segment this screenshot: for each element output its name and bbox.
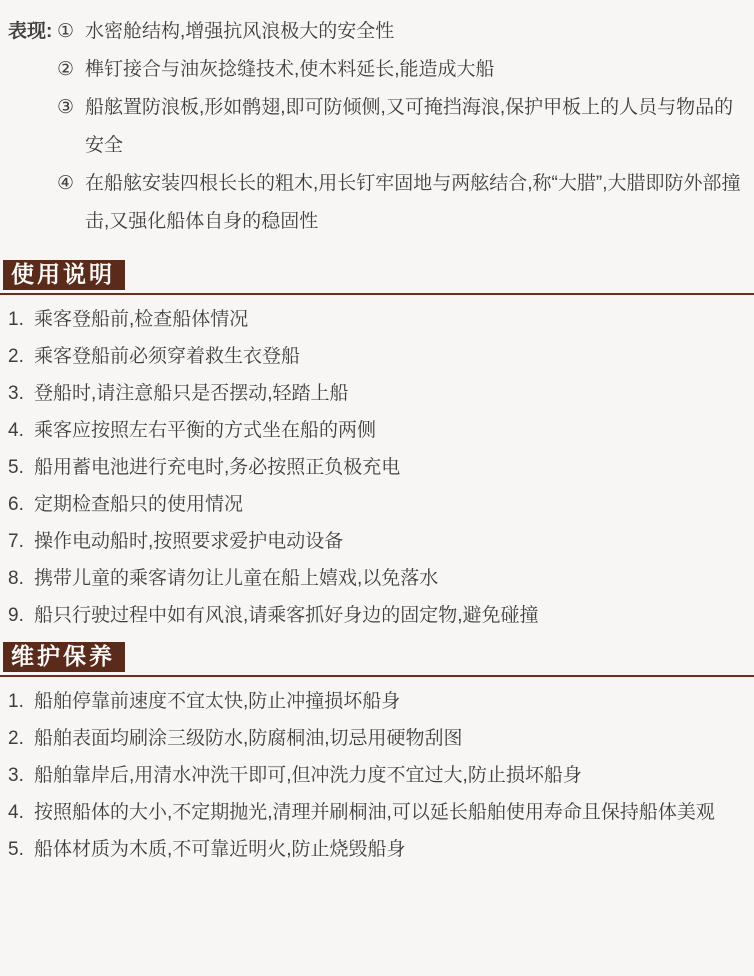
list-item-number: 4.: [8, 420, 24, 441]
list-item: [8, 412, 754, 449]
usage-list: [0, 301, 754, 634]
list-item-text: 乘客应按照左右平衡的方式坐在船的两侧: [34, 420, 377, 441]
list-item-text: 船只行驶过程中如有风浪,请乘客抓好身边的固定物,避免碰撞: [34, 605, 539, 626]
performance-row: [57, 89, 754, 165]
section-divider: [0, 675, 754, 677]
list-item: [8, 338, 754, 375]
list-item-number: 3.: [8, 383, 24, 404]
section-divider: [0, 293, 754, 295]
performance-item-text: 水密舱结构,增强抗风浪极大的安全性: [85, 21, 395, 42]
list-item-number: 6.: [8, 494, 24, 515]
usage-section: [0, 260, 754, 634]
performance-row: [57, 165, 754, 241]
performance-label: 表现:: [8, 21, 53, 42]
list-item: [8, 449, 754, 486]
list-item: [8, 486, 754, 523]
list-item-number: 5.: [8, 457, 24, 478]
list-item: [8, 757, 754, 794]
list-item: [8, 375, 754, 412]
list-item: [8, 831, 754, 868]
list-item-number: 9.: [8, 605, 24, 626]
list-item: [8, 794, 754, 831]
list-item: [8, 560, 754, 597]
list-item-number: 7.: [8, 531, 24, 552]
list-item-text: 定期检查船只的使用情况: [34, 494, 244, 515]
list-item-text: 船用蓄电池进行充电时,务必按照正负极充电: [34, 457, 401, 478]
list-item-text: 乘客登船前,检查船体情况: [34, 309, 249, 330]
list-item-number: 1.: [8, 691, 24, 712]
list-item-number: 8.: [8, 568, 24, 589]
list-item-number: 1.: [8, 309, 24, 330]
maintenance-section-title: 维护保养: [3, 642, 125, 672]
list-item: [8, 301, 754, 338]
performance-item-text: 船舷置防浪板,形如鹘翅,即可防倾侧,又可掩挡海浪,保护甲板上的人员与物品的安全: [85, 97, 734, 156]
list-item-number: 3.: [8, 765, 24, 786]
performance-item-text: 在船舷安装四根长长的粗木,用长钉牢固地与两舷结合,称“大腊”,大腊即防外部撞击,又强化船体自身的稳固性: [85, 173, 741, 232]
circled-number-icon: ②: [57, 59, 75, 80]
list-item-number: 2.: [8, 346, 24, 367]
maintenance-section: [0, 642, 754, 868]
list-item-text: 船体材质为木质,不可靠近明火,防止烧毁船身: [34, 839, 406, 860]
list-item-text: 操作电动船时,按照要求爱护电动设备: [34, 531, 344, 552]
circled-number-icon: ①: [57, 21, 75, 42]
list-item-text: 携带儿童的乘客请勿让儿童在船上嬉戏,以免落水: [34, 568, 439, 589]
list-item: [8, 597, 754, 634]
list-item: [8, 683, 754, 720]
circled-number-icon: ③: [57, 97, 75, 118]
list-item: [8, 720, 754, 757]
list-item-text: 按照船体的大小,不定期抛光,清理并刷桐油,可以延长船舶使用寿命且保持船体美观: [34, 802, 715, 823]
usage-section-title: 使用说明: [3, 260, 125, 290]
list-item-number: 5.: [8, 839, 24, 860]
list-item-text: 乘客登船前必须穿着救生衣登船: [34, 346, 301, 367]
maintenance-list: [0, 683, 754, 868]
list-item-text: 船舶表面均刷涂三级防水,防腐桐油,切忌用硬物刮图: [34, 728, 463, 749]
performance-row: [8, 13, 754, 51]
list-item-text: 登船时,请注意船只是否摆动,轻踏上船: [34, 383, 349, 404]
list-item-text: 船舶靠岸后,用清水冲洗干即可,但冲洗力度不宜过大,防止损坏船身: [34, 765, 582, 786]
performance-row: [57, 51, 754, 89]
list-item-number: 4.: [8, 802, 24, 823]
performance-section: [0, 0, 754, 241]
list-item-text: 船舶停靠前速度不宜太快,防止冲撞损坏船身: [34, 691, 401, 712]
list-item-number: 2.: [8, 728, 24, 749]
list-item: [8, 523, 754, 560]
performance-item-text: 榫钉接合与油灰捻缝技术,使木料延长,能造成大船: [85, 59, 495, 80]
circled-number-icon: ④: [57, 173, 75, 194]
